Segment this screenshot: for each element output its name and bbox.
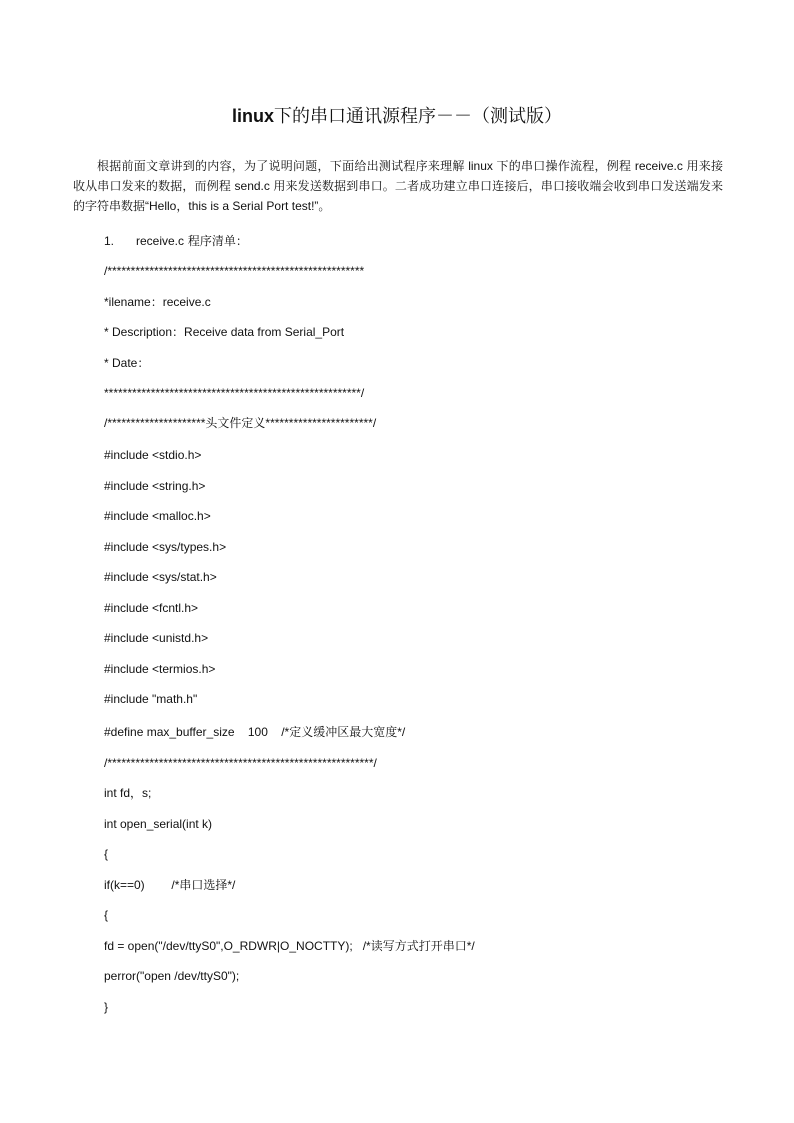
intro-period: 。 bbox=[318, 199, 331, 213]
code-description: * Description：Receive data from Serial_Port bbox=[104, 325, 345, 339]
intro-text-1: 根据前面文章讲到的内容，为了说明问题，下面给出测试程序来理解 bbox=[97, 159, 465, 173]
code-header-close: *******************************************************/ bbox=[104, 386, 365, 400]
code-filename: *ilename：receive.c bbox=[104, 295, 211, 309]
code-open-line bbox=[104, 938, 475, 954]
code-include: #include <string.h> bbox=[104, 479, 206, 493]
code-decl-fd: int fd，s; bbox=[104, 786, 152, 800]
open-code: fd = open("/dev/ttyS0",O_RDWR|O_NOCTTY); /* bbox=[104, 939, 371, 953]
intro-paragraph bbox=[73, 156, 723, 216]
code-include: #include <malloc.h> bbox=[104, 509, 211, 523]
code-section-head bbox=[104, 415, 376, 431]
code-perror-line: perror("open /dev/ttyS0"); bbox=[104, 969, 240, 983]
page-title bbox=[0, 104, 794, 129]
list-label-cn: 程序清单： bbox=[184, 234, 248, 248]
open-comment: 读写方式打开串口 bbox=[370, 939, 467, 953]
code-define bbox=[104, 724, 405, 740]
code-include: #include "math.h" bbox=[104, 692, 198, 706]
define-comment: 定义缓冲区最大宽度 bbox=[289, 725, 398, 739]
code-separator: /*********************************************************/ bbox=[104, 756, 377, 770]
section-head-left: /********************* bbox=[104, 416, 206, 430]
intro-hello-string: “Hello，this is a Serial Port test!” bbox=[145, 199, 319, 213]
code-include: #include <termios.h> bbox=[104, 662, 216, 676]
code-func-signature: int open_serial(int k) bbox=[104, 817, 213, 831]
section-head-right: ***********************/ bbox=[265, 416, 377, 430]
if-comment: 串口选择 bbox=[179, 878, 228, 892]
code-include: #include <fcntl.h> bbox=[104, 601, 199, 615]
intro-text-3: 用来接收从串口发来的数据，而例程 bbox=[73, 159, 723, 193]
code-header-open: /******************************************************* bbox=[104, 264, 365, 278]
code-date: * Date： bbox=[104, 356, 150, 370]
intro-text-2: 下的串口操作流程，例程 bbox=[496, 159, 632, 173]
if-end: */ bbox=[227, 878, 236, 892]
define-end: */ bbox=[397, 725, 406, 739]
section-head-cn: 头文件定义 bbox=[205, 416, 266, 430]
intro-send-c: send.c bbox=[231, 179, 274, 193]
list-number: 1. bbox=[104, 234, 115, 248]
code-brace-close: } bbox=[104, 1000, 109, 1014]
code-include: #include <stdio.h> bbox=[104, 448, 202, 462]
list-item-receive bbox=[104, 233, 248, 249]
code-brace-open: { bbox=[104, 847, 109, 861]
intro-receive-c: receive.c bbox=[631, 159, 687, 173]
code-include: #include <unistd.h> bbox=[104, 631, 209, 645]
intro-text-4: 用来发送数据到串口。二者成功建立串口连接后，串口接收端会收到串口发送端发来的字符串数据 bbox=[73, 179, 723, 213]
code-include: #include <sys/stat.h> bbox=[104, 570, 217, 584]
code-if-line bbox=[104, 877, 235, 893]
if-code: if(k==0) /* bbox=[104, 878, 180, 892]
code-brace-open: { bbox=[104, 908, 109, 922]
open-end: */ bbox=[466, 939, 475, 953]
define-code: #define max_buffer_size 100 /* bbox=[104, 725, 290, 739]
list-label: receive.c bbox=[136, 234, 185, 248]
title-linux: linux bbox=[231, 106, 274, 126]
intro-linux: linux bbox=[464, 159, 497, 173]
title-text: 下的串口通讯源程序－－（测试版） bbox=[274, 106, 562, 127]
code-include: #include <sys/types.h> bbox=[104, 540, 227, 554]
